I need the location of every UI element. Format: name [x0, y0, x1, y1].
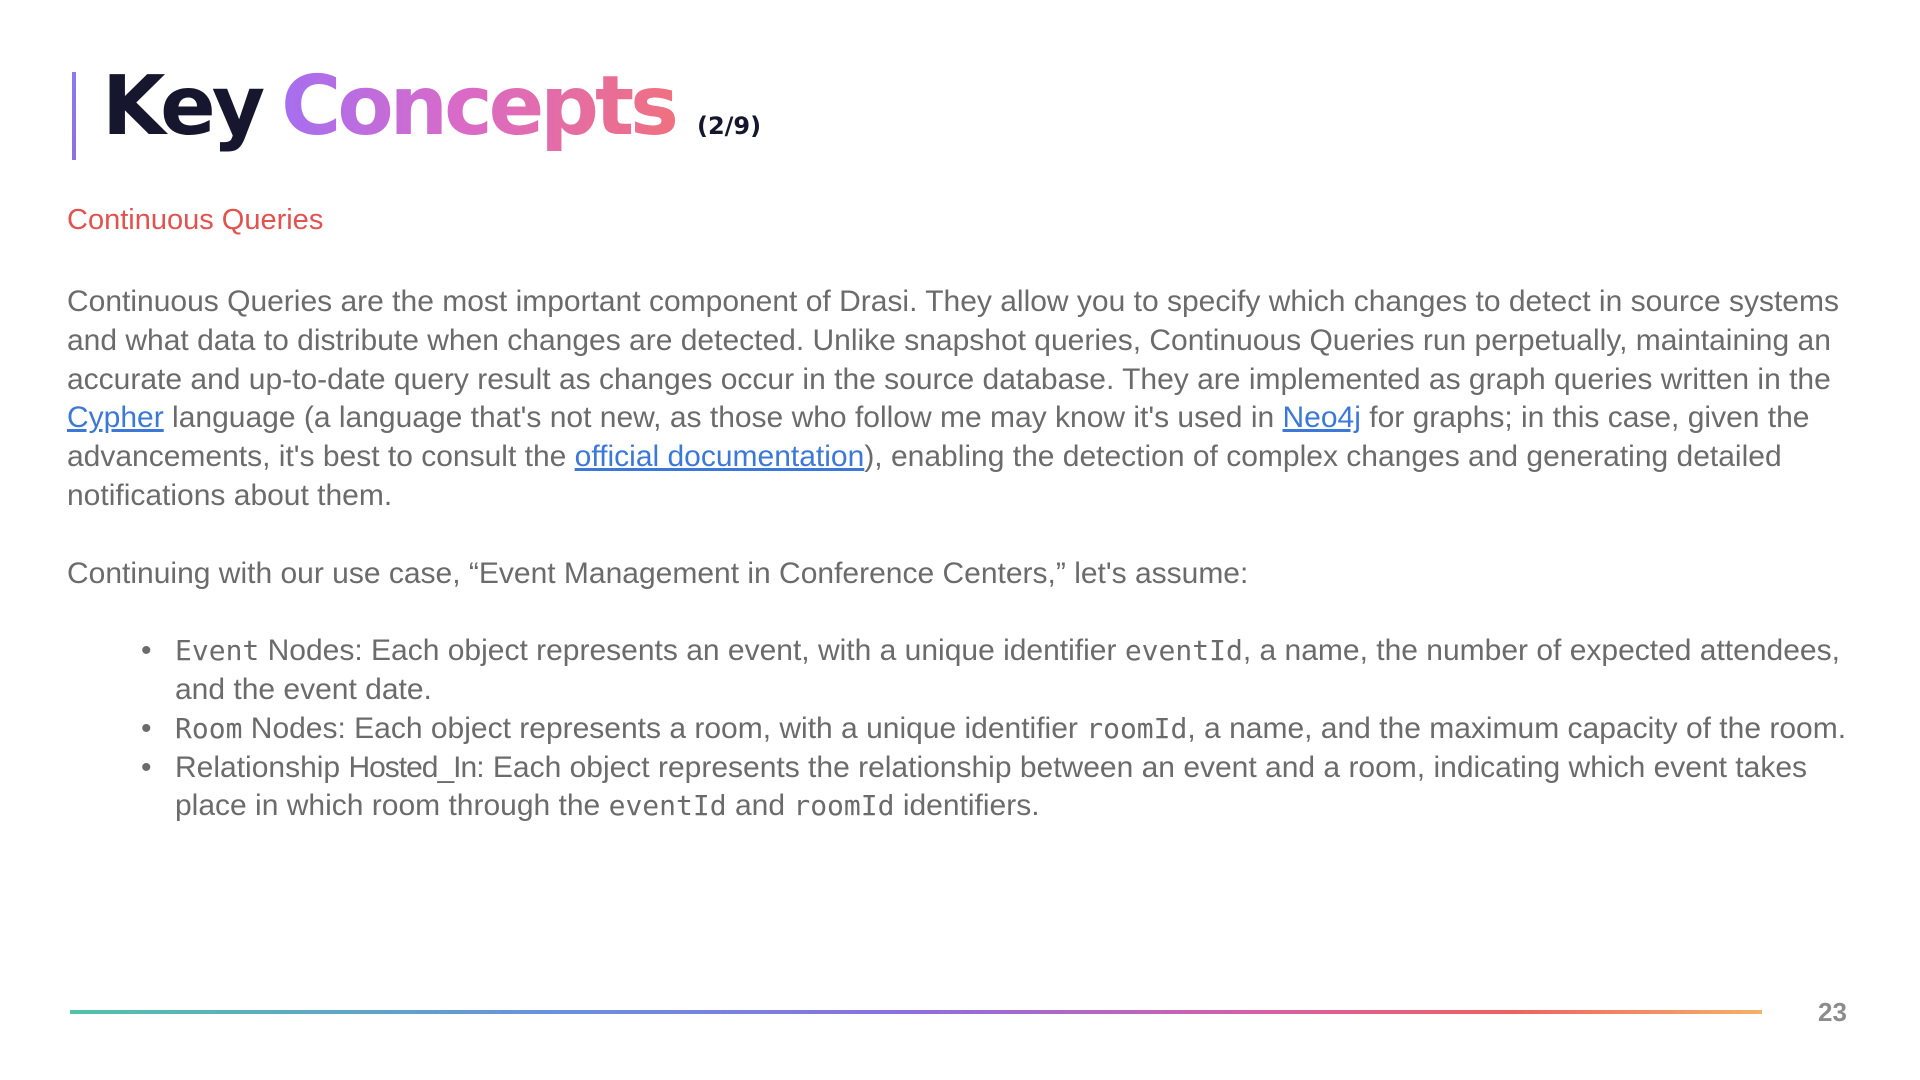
cypher-link[interactable]: Cypher: [67, 401, 164, 435]
bullet-icon: •: [141, 634, 152, 668]
slide-body: [67, 283, 1877, 826]
list-item-text: Nodes: Each object represents a room, with a unique identifier: [242, 711, 1087, 745]
code-event: Event: [175, 634, 260, 668]
list-item-text: Nodes: Each object represents an event, with a unique identifier: [259, 634, 1125, 668]
neo4j-link[interactable]: Neo4j: [1282, 401, 1361, 435]
list-item-event-nodes: [141, 632, 1877, 710]
use-case-paragraph: Continuing with our use case, “Event Management in Conference Centers,” let's assume:: [67, 556, 1249, 590]
code-room-id: roomId: [793, 789, 895, 823]
bullet-icon: •: [141, 750, 152, 784]
list-item-hosted-in: [141, 749, 1877, 827]
page-title: [102, 58, 761, 156]
intro-paragraph: [67, 283, 1877, 516]
page-number: 23: [1818, 997, 1847, 1027]
title-word-key: Key: [102, 59, 262, 154]
code-room: Room: [175, 711, 243, 745]
paragraph-text: ), enabling the detection of complex changes and generating detailed notifications about them.: [67, 440, 1782, 512]
relationship-name: Hosted_In: [348, 750, 477, 784]
official-documentation-link[interactable]: official documentation: [574, 440, 865, 474]
list-item-text: , a name, the number of expected attendees, and the event date.: [175, 634, 1840, 706]
code-event-id: eventId: [1124, 634, 1243, 668]
entity-list: [67, 632, 1877, 826]
code-event-id: eventId: [608, 789, 727, 823]
paragraph-text: Continuous Queries are the most important component of Drasi. They allow you to specify which changes to detect in source systems and what data to distribute when changes are detected. Unlike snapshot queries, Continuous Queries run perpetually, maintaining an accurate and up-to-date query result as changes occur in the source database. They are implemented as graph queries written in the: [67, 285, 1839, 396]
title-accent-bar: [72, 72, 76, 160]
paragraph-text: language (a language that's not new, as those who follow me may know it's used in: [163, 401, 1283, 435]
slide-counter: (2/9): [697, 112, 762, 140]
list-item-text: and: [726, 789, 794, 823]
list-item-text: identifiers.: [894, 789, 1040, 823]
list-item-text: , a name, and the maximum capacity of the room.: [1187, 711, 1847, 745]
paragraph-text: for graphs; in this case, given the advancements, it's best to consult the: [67, 401, 1810, 474]
title-word-concepts: Concepts: [281, 58, 675, 156]
bullet-icon: •: [141, 711, 152, 745]
list-item-text: Relationship: [175, 750, 349, 784]
list-item-text: : Each object represents the relationship between an event and a room, indicating which event takes place in which room through the: [175, 750, 1808, 823]
code-room-id: roomId: [1086, 711, 1188, 745]
list-item-room-nodes: [141, 710, 1877, 749]
footer-gradient-line: [70, 1010, 1762, 1014]
section-heading: Continuous Queries: [67, 204, 324, 236]
